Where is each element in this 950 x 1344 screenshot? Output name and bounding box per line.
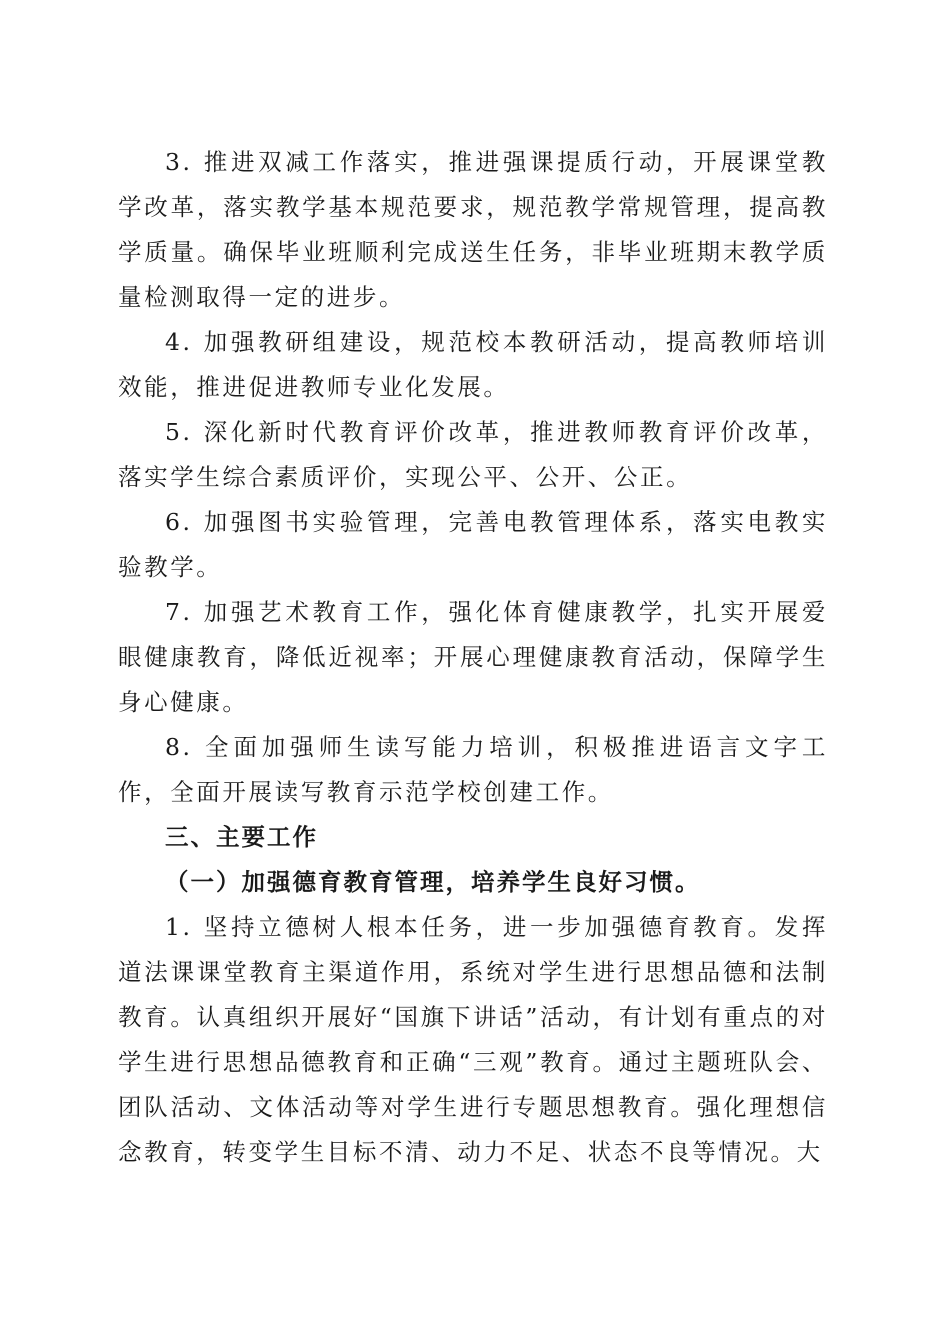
paragraph-item-5: 5. 深化新时代教育评价改革，推进教师教育评价改革，落实学生综合素质评价，实现公平、公开、公正。 bbox=[118, 418, 828, 491]
paragraph-item-6: 6. 加强图书实验管理，完善电教管理体系，落实电教实验教学。 bbox=[118, 508, 828, 581]
document-body bbox=[118, 140, 828, 1175]
subsection-heading: （一）加强德育教育管理，培养学生良好习惯。 bbox=[165, 868, 701, 896]
paragraph-item-4: 4. 加强教研组建设，规范校本教研活动，提高教师培训效能，推进促进教师专业化发展。 bbox=[118, 328, 828, 401]
body-paragraph: 1. 坚持立德树人根本任务，进一步加强德育教育。发挥道法课课堂教育主渠道作用，系统对学生进行思想品德和法制教育。认真组织开展好“国旗下讲话”活动，有计划有重点的对学生进行思想品德教育和正确“三观”教育。通过主题班队会、团队活动、文体活动等对学生进行专题思想教育。强化理想信念教育，转变学生目标不清、动力不足、状态不良等情况。大 bbox=[118, 913, 828, 1166]
paragraph-item-7: 7. 加强艺术教育工作，强化体育健康教学，扎实开展爱眼健康教育，降低近视率；开展心理健康教育活动，保障学生身心健康。 bbox=[118, 598, 828, 716]
section-heading: 三、主要工作 bbox=[165, 823, 318, 851]
paragraph-item-8: 8. 全面加强师生读写能力培训，积极推进语言文字工作，全面开展读写教育示范学校创建工作。 bbox=[118, 733, 828, 806]
paragraph-item-3: 3. 推进双减工作落实，推进强课提质行动，开展课堂教学改革，落实教学基本规范要求，规范教学常规管理，提高教学质量。确保毕业班顺利完成送生任务，非毕业班期末教学质量检测取得一定的进步。 bbox=[118, 148, 828, 311]
